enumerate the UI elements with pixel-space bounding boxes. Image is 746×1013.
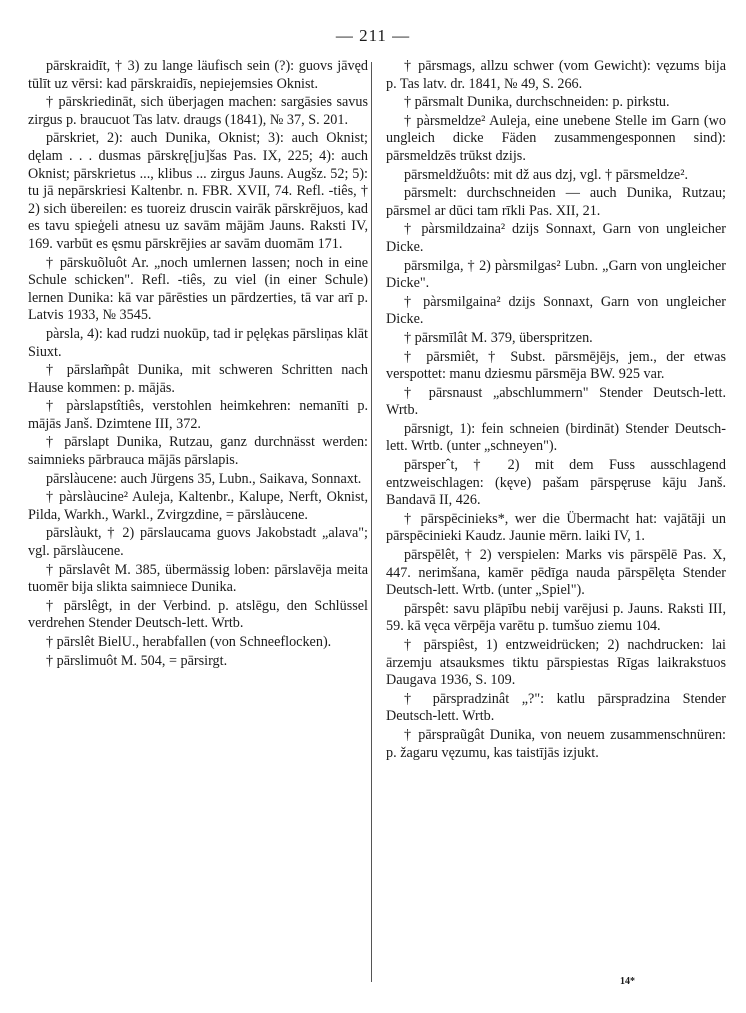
entry: † pàrsmildzaina² dzijs Sonnaxt, Garn von ungleicher Dicke. xyxy=(386,221,726,255)
entry: † pārslêt BielU., herabfallen (von Schneeflocken). xyxy=(46,634,332,650)
entry: pàrsla, 4): kad rudzi nuokūp, tad ir pęlękas pārsliņas klāt Siuxt. xyxy=(28,325,368,360)
entry: pārslàukt, † 2) pārslaucama guovs Jakobstadt „alava"; vgl. pārslàucene. xyxy=(28,525,368,560)
entry: pārsmelt: durchschneiden — auch Dunika, Rutzau; pārsmel ar dūci tam rīkli Pas. XII, 21. xyxy=(386,185,726,219)
right-column xyxy=(386,58,726,763)
entry: † pārslam̃pât Dunika, mit schweren Schritten nach Hause kommen: p. mājās. xyxy=(28,362,368,396)
entry: † pārsmags, allzu schwer (vom Gewicht): vęzums bija p. Tas latv. dr. 1841, № 49, S. 266. xyxy=(386,58,726,92)
entry: † pàrsmeldze² Auleja, eine unebene Stelle im Garn (wo ungleich dicke Fäden zusammengesponnen sind): pārsmeldzēs trūkst dzijs. xyxy=(386,112,726,164)
entry: pārsmeldžuôts: mit dž aus dzj, vgl. † pārsmeldze². xyxy=(404,166,688,183)
entry: † pārspēcinieks*, wer die Übermacht hat: vajātāji un pārspēcinieki Kaudz. Jaunie mērn. laiki IV, 1. xyxy=(386,510,726,545)
entry: pārsnigt, 1): fein schneien (birdināt) Stender Deutsch-lett. Wrtb. (unter „schneyen"). xyxy=(386,420,726,455)
entry: † pārsmalt Dunika, durchschneiden: p. pirkstu. xyxy=(404,94,670,111)
entry: pārskraidīt, † 3) zu lange läufisch sein (?): guovs jāvęd tūlīt uz vērsi: kad pārskraidīs, nepiejemsies Oknist. xyxy=(28,58,368,92)
entry: † pārslavêt M. 385, übermässig loben: pārslavēja meita tuomēr bija slikta saimniece Dunika. xyxy=(28,561,368,596)
entry: † pārsnaust „abschlummern" Stender Deutsch-lett. Wrtb. xyxy=(386,384,726,419)
entry: † pārskuõluôt Ar. „noch umlernen lassen; noch in eine Schule schicken". Refl. -tiês, zu viel (in einer Schule) lernen Dunika: kā var pārēsties un pārdzerties, tā var arī p. Latvis 1933, № 3545. xyxy=(28,254,368,324)
entry: pārsmilga, † 2) pàrsmilgas² Lubn. „Garn von ungleicher Dicke". xyxy=(386,257,726,292)
entry: † pārslêgt, in der Verbind. p. atslēgu, den Schlüssel verdrehen Stender Deutsch-lett. Wrtb. xyxy=(28,597,368,632)
entry: † pārslapt Dunika, Rutzau, ganz durchnässt werden: saimnieks pārbrauca mājās pārslapis. xyxy=(28,434,368,469)
entry: † pārslimuôt M. 504, = pārsirgt. xyxy=(46,652,228,669)
entry: † pārsmiêt, † Subst. pārsmējējs, jem., der etwas verspottet: manu dziesmu pārsmēja BW. 925 var. xyxy=(386,348,726,383)
entry: † pārspradzinât „?": katlu pārspradzina Stender Deutsch-lett. Wrtb. xyxy=(386,690,726,725)
entry: † pārspraũgât Dunika, von neuem zusammenschnüren: p. žagaru vęzumu, kas taistījās izjukt. xyxy=(386,726,726,761)
entry: pārskriet, 2): auch Dunika, Oknist; 3): auch Oknist; dęlam . . . dusmas pārskrę[ju]šas Pas. IX, 225; 4): auch Oknist; pārskrietus ..., klibus ... zirgus Jauns. Augšz. 52; 5): tu jā nepārskriesi Kaltenbr. n. FBR. XVII, 74. Refl. -tiês, † 2) sich übereilen: es tuoreiz druscin vairāk pārskrējuos, kad es tavu spieģeli atnesu uz savām mājām Jauns. Raksti IV, 169. varbūt es ęsmu pārskrējies ar savām duomām 171. xyxy=(28,130,368,252)
entry: pārslàucene: auch Jürgens 35, Lubn., Saikava, Sonnaxt. xyxy=(46,470,362,487)
left-column xyxy=(28,58,368,671)
entry: pārsperˆt, † 2) mit dem Fuss ausschlagend entzweischlagen: (kęve) pašam pārspęruse kāju Janš. Bandavā II, 426. xyxy=(386,457,726,509)
entry: pārspêt: savu plāpību nebij varējusi p. Jauns. Raksti III, 59. kā vęca vērpēja varētu p. tumšuo ziemu 104. xyxy=(386,600,726,635)
entry: † pàrslàucine² Auleja, Kaltenbr., Kalupe, Nerft, Oknist, Pilda, Warkh., Warkl., Zvirgzdine, = pārslàucene. xyxy=(28,489,368,523)
entry: † pārskriedināt, sich überjagen machen: sargāsies savus zirgus p. braucuot Tas latv. draugs (1841), № 37, S. 201. xyxy=(28,94,368,128)
entry: † pārspiêst, 1) entzweidrücken; 2) nachdrucken: lai ārzemju atsauksmes tiktu pārspiestas Rīgas laikrakstuos Daugava 1936, S. 109. xyxy=(386,637,726,689)
entry: pārspēlêt, † 2) verspielen: Marks vis pārspēlē Pas. X, 447. nerimšana, kamēr pēdīga nauda pārspēlęta Stender Deutsch-lett. Wrtb. (unter „Spiel"). xyxy=(386,547,726,599)
entry: † pàrslapstîtiês, verstohlen heimkehren: nemanīti p. mājās Janš. Dzimtene III, 372. xyxy=(28,398,368,432)
column-divider xyxy=(371,62,372,982)
printer-signature: 14* xyxy=(620,976,635,987)
entry: † pārsmīlât M. 379, überspritzen. xyxy=(404,329,593,346)
page-number: — 211 — xyxy=(335,26,411,45)
entry: † pàrsmilgaina² dzijs Sonnaxt, Garn von ungleicher Dicke. xyxy=(386,293,726,328)
